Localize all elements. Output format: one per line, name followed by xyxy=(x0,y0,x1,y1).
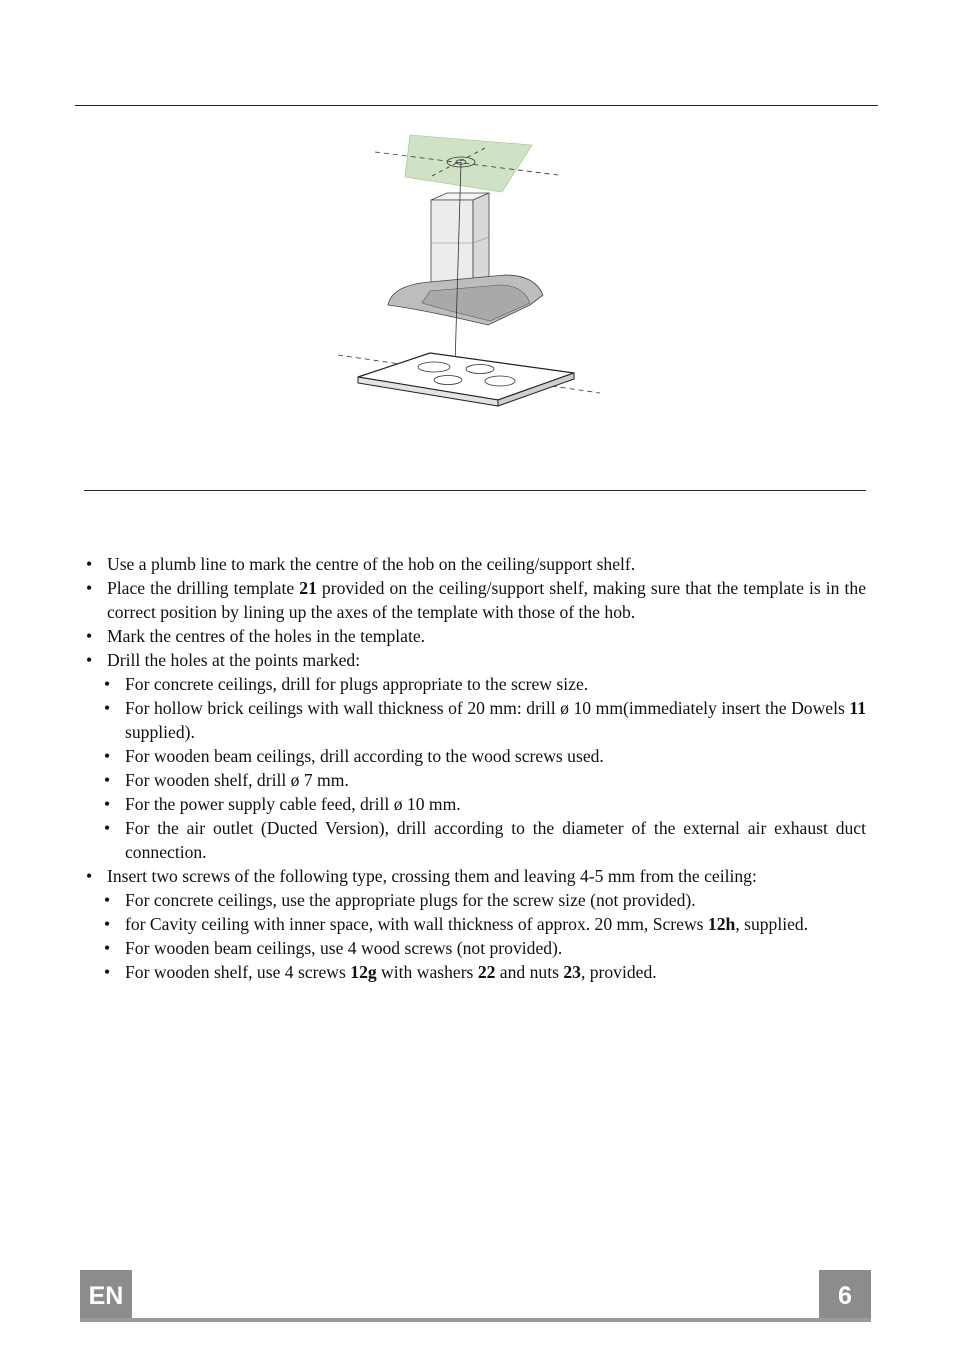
part-reference: 12g xyxy=(350,962,377,982)
bullet-icon: • xyxy=(104,938,111,958)
sub-list-item xyxy=(84,744,866,768)
bullet-icon: • xyxy=(104,698,111,718)
bullet-icon: • xyxy=(86,554,93,574)
part-reference: 22 xyxy=(477,962,496,982)
language-badge xyxy=(80,1270,132,1322)
instruction-text: For wooden beam ceilings, use 4 wood screws (not provided). xyxy=(125,938,563,958)
instruction-text: for Cavity ceiling with inner space, with wall thickness of approx. 20 mm, Screws xyxy=(125,914,708,934)
footer-bar xyxy=(80,1318,871,1322)
instruction-list xyxy=(84,552,866,984)
part-reference: 21 xyxy=(299,578,317,598)
instruction-text: For wooden shelf, drill ø 7 mm. xyxy=(125,770,349,790)
sub-list-item xyxy=(84,672,866,696)
bullet-icon: • xyxy=(104,746,111,766)
instruction-text: For hollow brick ceilings with wall thickness of 20 mm: drill ø 10 mm(immediately insert the Dowels xyxy=(125,698,850,718)
bullet-icon: • xyxy=(86,578,93,598)
hob-plate xyxy=(358,353,574,400)
bullet-icon: • xyxy=(104,674,111,694)
bullet-icon: • xyxy=(104,890,111,910)
sub-list-item xyxy=(84,792,866,816)
bullet-icon: • xyxy=(104,818,111,838)
instruction-text: Place the drilling template xyxy=(107,578,300,598)
sub-list-item xyxy=(84,960,866,984)
instruction-text: supplied). xyxy=(125,722,195,742)
top-rule xyxy=(75,105,878,106)
instruction-text: Drill the holes at the points marked: xyxy=(107,650,361,670)
instruction-text: , provided. xyxy=(580,962,657,982)
bullet-icon: • xyxy=(104,962,111,982)
sub-list-item xyxy=(84,912,866,936)
list-item xyxy=(84,624,866,648)
instruction-text: with washers xyxy=(376,962,478,982)
list-item xyxy=(84,864,866,888)
page-number: 6 xyxy=(838,1281,852,1310)
instruction-text: Use a plumb line to mark the centre of the hob on the ceiling/support shelf. xyxy=(107,554,636,574)
list-item xyxy=(84,552,866,576)
language-label: EN xyxy=(88,1281,124,1310)
bullet-icon: • xyxy=(86,626,93,646)
instruction-text: For concrete ceilings, drill for plugs appropriate to the screw size. xyxy=(125,674,589,694)
sub-list-item xyxy=(84,816,866,864)
part-reference: 23 xyxy=(563,962,581,982)
part-reference: 11 xyxy=(849,698,866,718)
instruction-text: For concrete ceilings, use the appropriate plugs for the screw size (not provided). xyxy=(125,890,696,910)
instruction-text: Mark the centres of the holes in the template. xyxy=(107,626,426,646)
instruction-text: provided on the ceiling/support shelf, making sure that the template is in the correct position by lining up the axes of the template with those of the hob. xyxy=(107,578,867,622)
list-item xyxy=(84,576,866,624)
instruction-text: For the air outlet (Ducted Version), drill according to the diameter of the external air exhaust duct connection. xyxy=(125,818,866,862)
instruction-text: , supplied. xyxy=(735,914,809,934)
instruction-text: For wooden shelf, use 4 screws xyxy=(125,962,351,982)
bullet-icon: • xyxy=(86,650,93,670)
section-rule xyxy=(84,490,866,491)
sub-list-item xyxy=(84,768,866,792)
part-reference: 12h xyxy=(707,914,736,934)
sub-list-item xyxy=(84,696,866,744)
list-item xyxy=(84,648,866,672)
hood-installation-diagram-icon xyxy=(330,125,620,415)
sub-list-item xyxy=(84,936,866,960)
bullet-icon: • xyxy=(104,794,111,814)
instruction-text: For wooden beam ceilings, drill according to the wood screws used. xyxy=(125,746,604,766)
instruction-text: For the power supply cable feed, drill ø 10 mm. xyxy=(125,794,461,814)
bullet-icon: • xyxy=(86,866,93,886)
instruction-text: Insert two screws of the following type, crossing them and leaving 4-5 mm from the ceiling: xyxy=(107,866,757,886)
sub-list-item xyxy=(84,888,866,912)
bullet-icon: • xyxy=(104,770,111,790)
page-number-badge xyxy=(819,1270,871,1322)
bullet-icon: • xyxy=(104,914,111,934)
instruction-text: and nuts xyxy=(495,962,564,982)
